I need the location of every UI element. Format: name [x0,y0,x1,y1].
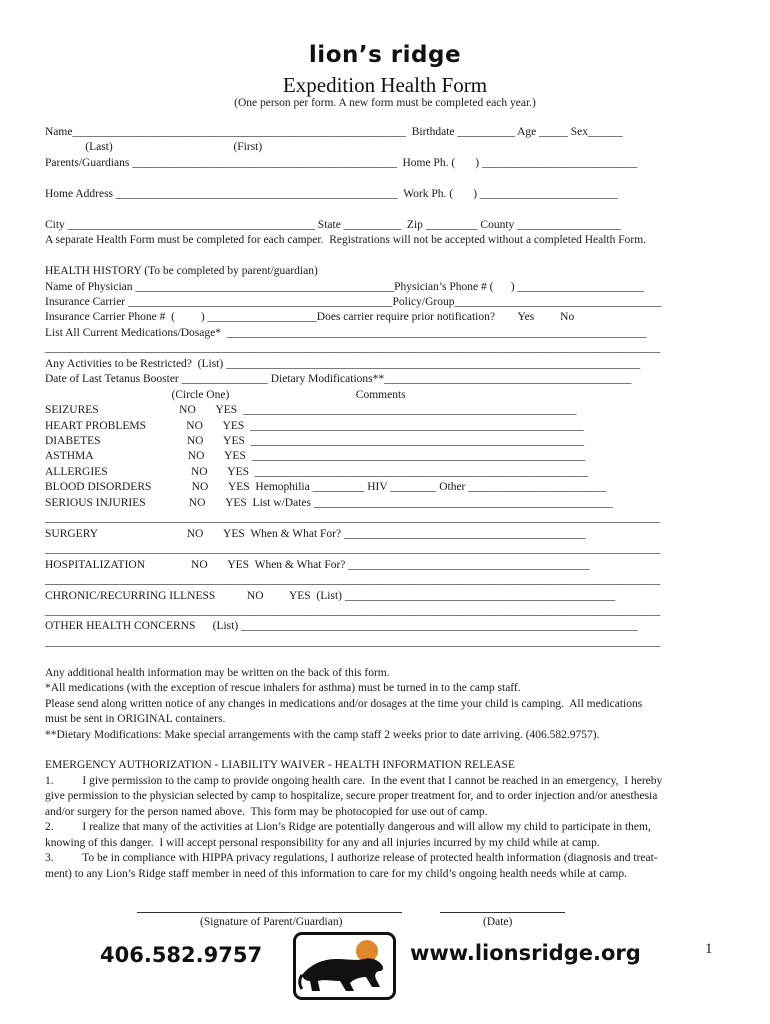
date-line[interactable] [440,912,565,913]
lion-logo-icon [293,932,396,1000]
footer-website[interactable]: www.lionsridge.org [410,941,641,965]
form-line: (Last) (First) [45,141,263,154]
form-line: HOSPITALIZATION NO YES When & What For? __________________________________________ [45,558,590,571]
form-line: ___________________________________________________________________________________________________________ [45,543,661,556]
form-line: ALLERGIES NO YES __________________________________________________________ [45,465,589,478]
form-line: CHRONIC/RECURRING ILLNESS NO YES (List) _______________________________________________ [45,589,616,602]
form-line: Any Activities to be Restricted? (List) ________________________________________________________________________ [45,357,641,370]
form-line: Parents/Guardians ______________________________________________ Home Ph. ( ) ___________________________ [45,156,638,169]
brand-wordmark: lion’s ridge [308,42,462,68]
form-line: ___________________________________________________________________________________________________________ [45,635,661,648]
signature-caption: (Signature of Parent/Guardian) [200,916,343,928]
form-line: 1. I give permission to the camp to provide ongoing health care. In the event that I cannot be reached in an emergency, I hereby [45,774,663,787]
form-line: knowing of this danger. I will accept personal responsibility for any and all injuries incurred by my child while at camp. [45,836,600,849]
form-line: HEALTH HISTORY (To be completed by parent/guardian) [45,265,318,277]
footer-phone: 406.582.9757 [100,943,263,967]
form-line: 3. To be in compliance with HIPPA privacy regulations, I authorize release of protected health information (diagnosis and treat- [45,852,658,865]
form-line: ___________________________________________________________________________________________________________ [45,342,661,355]
form-line: OTHER HEALTH CONCERNS (List) _____________________________________________________________________ [45,620,638,633]
form-line: Home Address _________________________________________________ Work Ph. ( ) ________________________ [45,187,618,200]
form-line: ment) to any Lion’s Ridge staff member in need of this information to care for my child’s ongoing health needs while at camp. [45,867,627,880]
form-line: Insurance Carrier Phone # ( ) ___________________Does carrier require prior notification? Yes No [45,311,575,324]
form-line: 2. I realize that many of the activities at Lion’s Ridge are potentially dangerous and will allow my child to participate in them, [45,821,651,834]
form-line: BLOOD DISORDERS NO YES Hemophilia _________ HIV ________ Other ________________________ [45,481,607,494]
form-line: City ___________________________________________ State __________ Zip _________ County __________________ [45,218,621,231]
form-line: Date of Last Tetanus Booster _______________ Dietary Modifications**___________________________________________ [45,373,632,386]
signature-line[interactable] [137,912,402,913]
form-line: SEIZURES NO YES __________________________________________________________ [45,404,577,417]
form-line: ___________________________________________________________________________________________________________ [45,574,661,586]
form-line: Please send along written notice of any changes in medications and/or dosages at the time your child is camping. All medications [45,697,643,710]
form-line: Insurance Carrier ______________________________________________Policy/Group____________________________________ [45,295,662,308]
form-title: Expedition Health Form [282,73,488,97]
form-line: ASTHMA NO YES __________________________________________________________ [45,450,586,463]
form-line: must be sent in ORIGINAL containers. [45,713,226,726]
page-number: 1 [705,941,713,957]
form-line: **Dietary Modifications: Make special arrangements with the camp staff 2 weeks prior to date arriving. (406.582.9757). [45,728,600,741]
date-caption: (Date) [483,916,513,928]
form-line: *All medications (with the exception of rescue inhalers for asthma) must be turned in to the camp staff. [45,682,521,695]
form-line: DIABETES NO YES __________________________________________________________ [45,435,585,447]
form-line: Any additional health information may be written on the back of this form. [45,666,390,679]
form-line: ___________________________________________________________________________________________________________ [45,512,661,525]
form-line: Name of Physician _____________________________________________Physician’s Phone # ( ) ______________________ [45,280,644,293]
form-line: and/or surgery for the person named above. This form may be photocopied for use out of camp. [45,805,488,818]
form-line: EMERGENCY AUTHORIZATION - LIABILITY WAIVER - HEALTH INFORMATION RELEASE [45,759,515,772]
form-line: A separate Health Form must be completed for each camper. Registrations will not be accepted without a completed Health Form. [45,234,647,247]
form-line: HEART PROBLEMS NO YES __________________________________________________________ [45,419,584,432]
form-line: SERIOUS INJURIES NO YES List w/Dates ____________________________________________________ [45,496,613,509]
form-line: SURGERY NO YES When & What For? __________________________________________ [45,527,586,540]
form-line: give permission to the physician selected by camp to hospitalize, secure proper treatment for, and to order injection and/or anesthesia [45,790,658,803]
form-line: Name__________________________________________________________ Birthdate __________ Age _____ Sex______ [45,126,623,138]
form-line: List All Current Medications/Dosage* _________________________________________________________________________ [45,326,647,339]
form-line: ___________________________________________________________________________________________________________ [45,605,661,617]
form-line: (Circle One) Comments [45,388,406,401]
form-subtitle: (One person per form. A new form must be completed each year.) [234,97,536,109]
